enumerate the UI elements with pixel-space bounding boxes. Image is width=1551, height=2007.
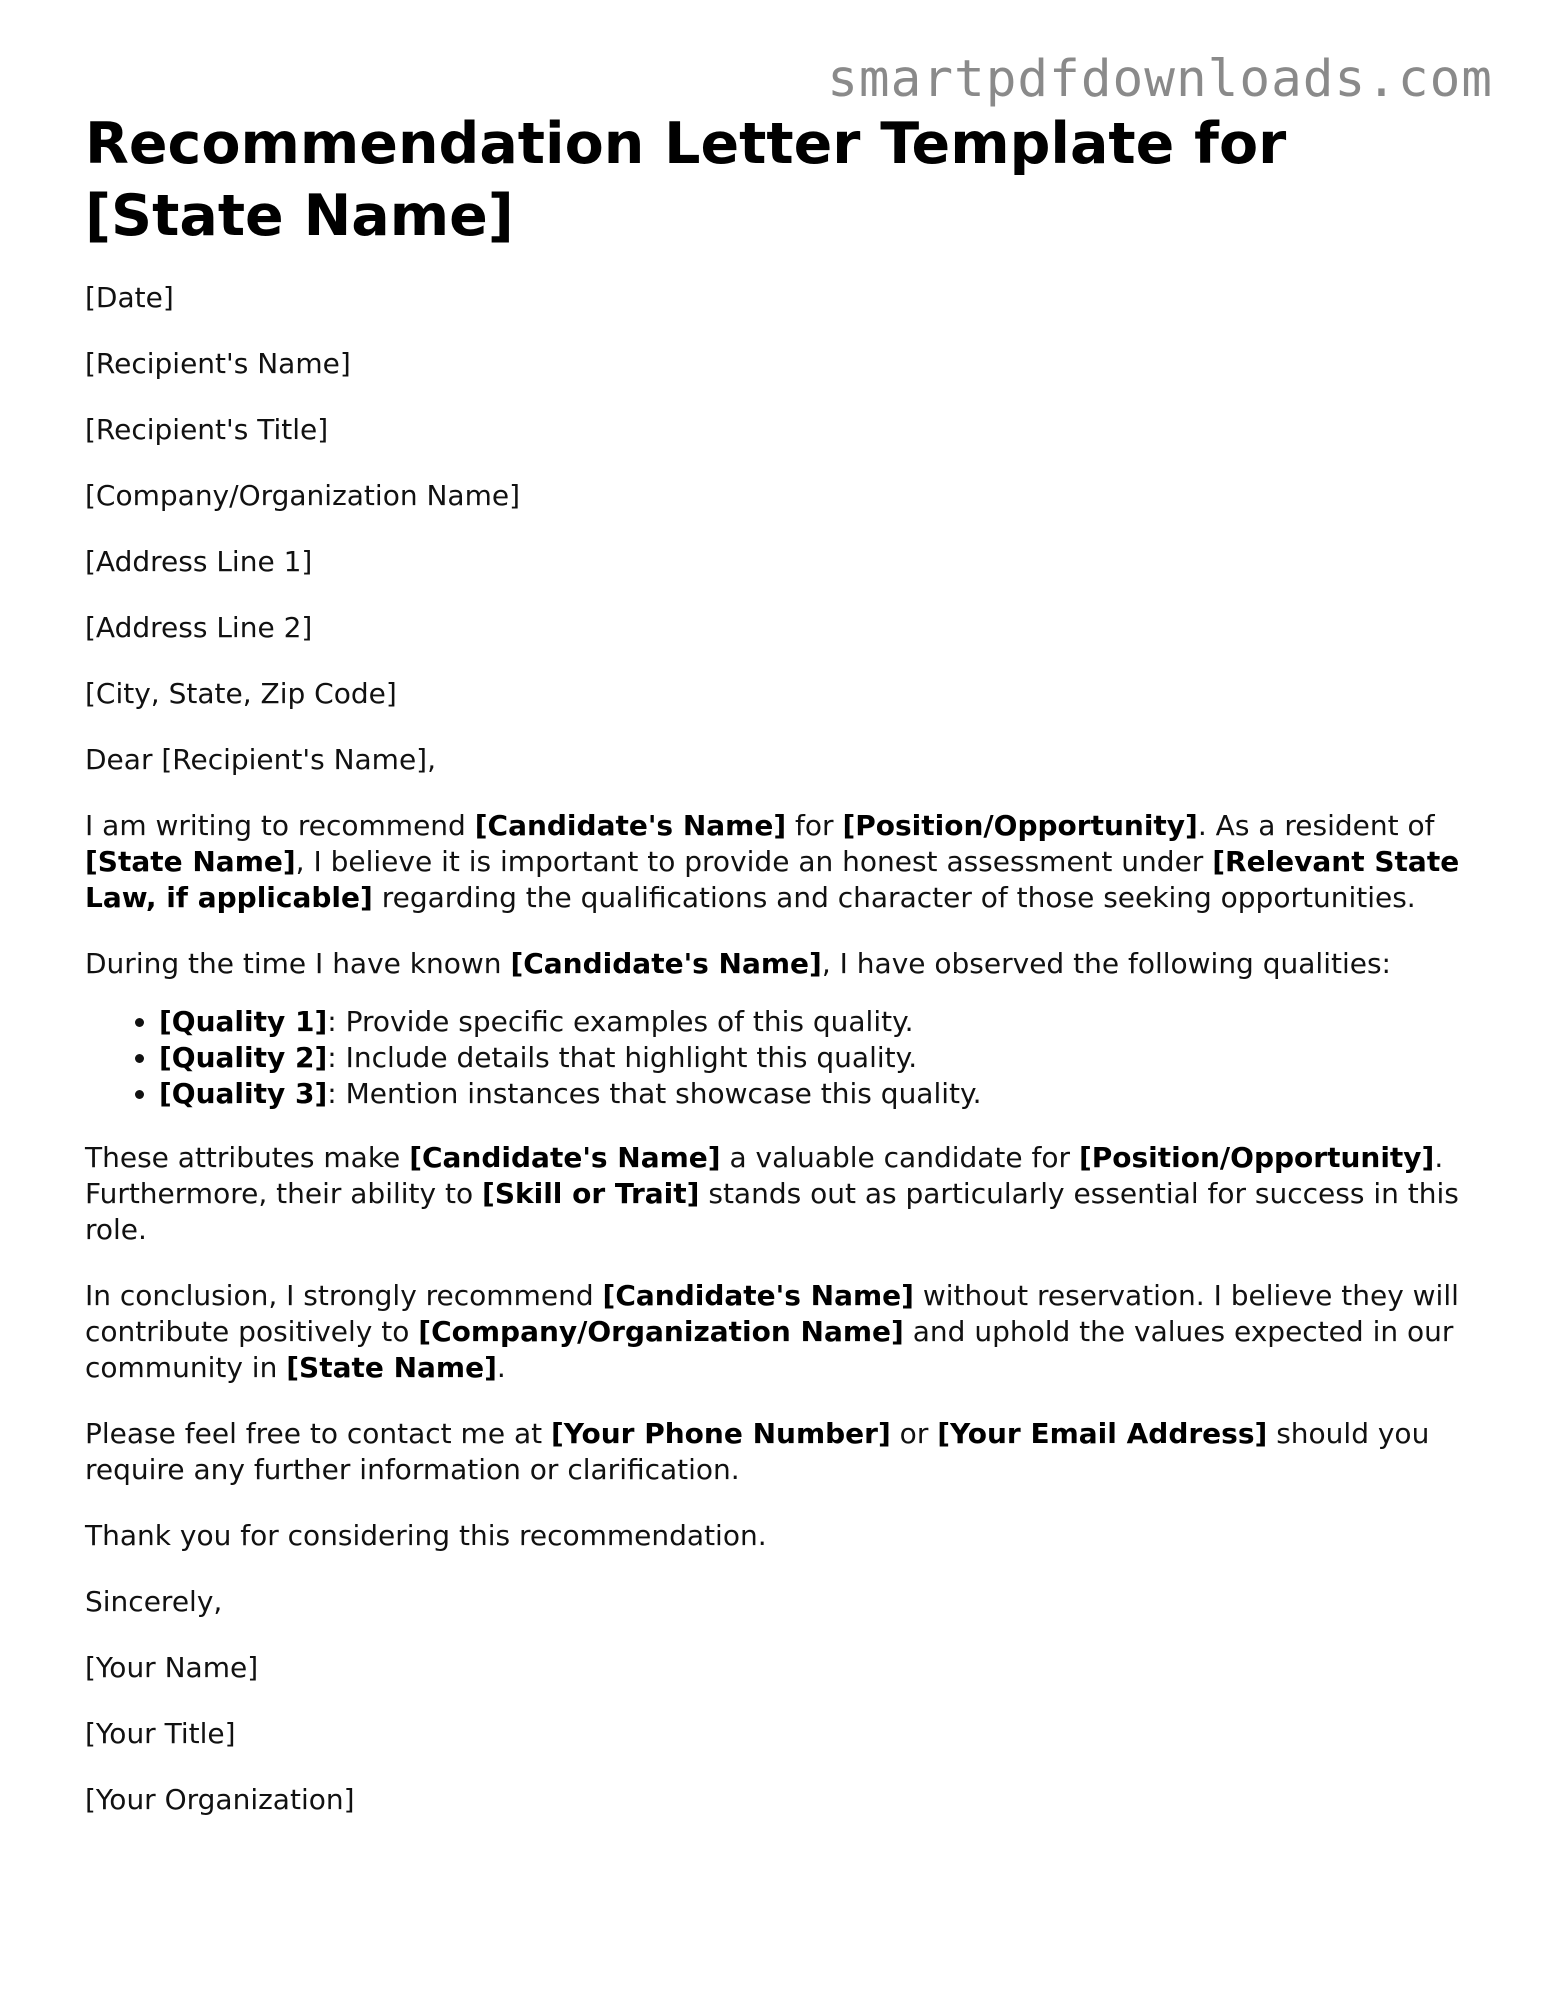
placeholder-position: [Position/Opportunity] [842,809,1198,842]
text-segment: for [786,809,843,842]
recipient-title-line: [Recipient's Title] [85,413,329,446]
paragraph-conclusion [85,1278,1465,1386]
placeholder-candidate-name: [Candidate's Name] [602,1279,914,1312]
closing-thanks: Thank you for considering this recommendation. [85,1519,767,1552]
text-segment: . As a resident of [1197,809,1435,842]
text-segment: In conclusion, I strongly recommend [85,1279,603,1312]
placeholder-candidate-name: [Candidate's Name] [474,809,787,842]
quality-text: : Provide specific examples of this quality. [327,1005,914,1038]
quality-label: [Quality 3] [159,1077,328,1110]
address-line-1: [Address Line 1] [85,545,313,578]
paragraph-attributes [85,1140,1465,1248]
quality-label: [Quality 2] [159,1041,328,1074]
signature-organization: [Your Organization] [85,1783,355,1816]
letter-body [85,280,1465,1818]
text-segment: , I have observed the following qualities: [821,947,1391,980]
date-line: [Date] [85,281,174,314]
text-segment: or [890,1417,938,1450]
text-segment: I am writing to recommend [85,809,475,842]
placeholder-company: [Company/Organization Name] [418,1315,904,1348]
paragraph-contact [85,1416,1465,1488]
placeholder-candidate-name: [Candidate's Name] [510,947,822,980]
placeholder-position: [Position/Opportunity] [1078,1141,1435,1174]
text-segment: should you require any further information or clarification. [85,1417,1430,1486]
placeholder-phone: [Your Phone Number] [551,1417,891,1450]
quality-text: : Mention instances that showcase this quality. [327,1077,982,1110]
company-line: [Company/Organization Name] [85,479,520,512]
watermark: smartpdfdownloads.com [827,50,1493,109]
text-segment: without reservation. I believe they will contribute positively to [85,1279,1459,1348]
recipient-name-line: [Recipient's Name] [85,347,351,380]
signature-title: [Your Title] [85,1717,236,1750]
qualities-list [85,1004,1465,1112]
list-item [159,1076,1465,1112]
text-segment: These attributes make [85,1141,410,1174]
text-segment: During the time I have known [85,947,511,980]
city-state-zip-line: [City, State, Zip Code] [85,677,397,710]
list-item [159,1004,1465,1040]
text-segment: and uphold the values expected in our community in [85,1315,1454,1384]
paragraph-qualities-intro [85,946,1465,982]
list-item [159,1040,1465,1076]
salutation: Dear [Recipient's Name], [85,743,436,776]
quality-label: [Quality 1] [159,1005,328,1038]
text-segment: a valuable candidate for [720,1141,1079,1174]
text-segment: . [496,1351,506,1384]
quality-text: : Include details that highlight this quality. [327,1041,918,1074]
text-segment: , I believe it is important to provide an honest assessment under [295,845,1213,878]
text-segment: regarding the qualifications and character of those seeking opportunities. [372,881,1416,914]
text-segment: stands out as particularly essential for success in this role. [85,1177,1459,1246]
text-segment: . Furthermore, their ability to [85,1141,1444,1210]
placeholder-email: [Your Email Address] [937,1417,1268,1450]
address-line-2: [Address Line 2] [85,611,313,644]
page-title: Recommendation Letter Template for [State Name] [85,111,1287,249]
signoff: Sincerely, [85,1585,223,1618]
text-segment: Please feel free to contact me at [85,1417,551,1450]
signature-name: [Your Name] [85,1651,259,1684]
paragraph-intro [85,808,1465,916]
placeholder-state-name: [State Name] [85,845,296,878]
letter-page [85,108,1465,1848]
placeholder-skill: [Skill or Trait] [482,1177,700,1210]
placeholder-candidate-name: [Candidate's Name] [409,1141,721,1174]
placeholder-state-name: [State Name] [286,1351,497,1384]
placeholder-state-law: [Relevant State Law, if applicable] [85,845,1460,914]
